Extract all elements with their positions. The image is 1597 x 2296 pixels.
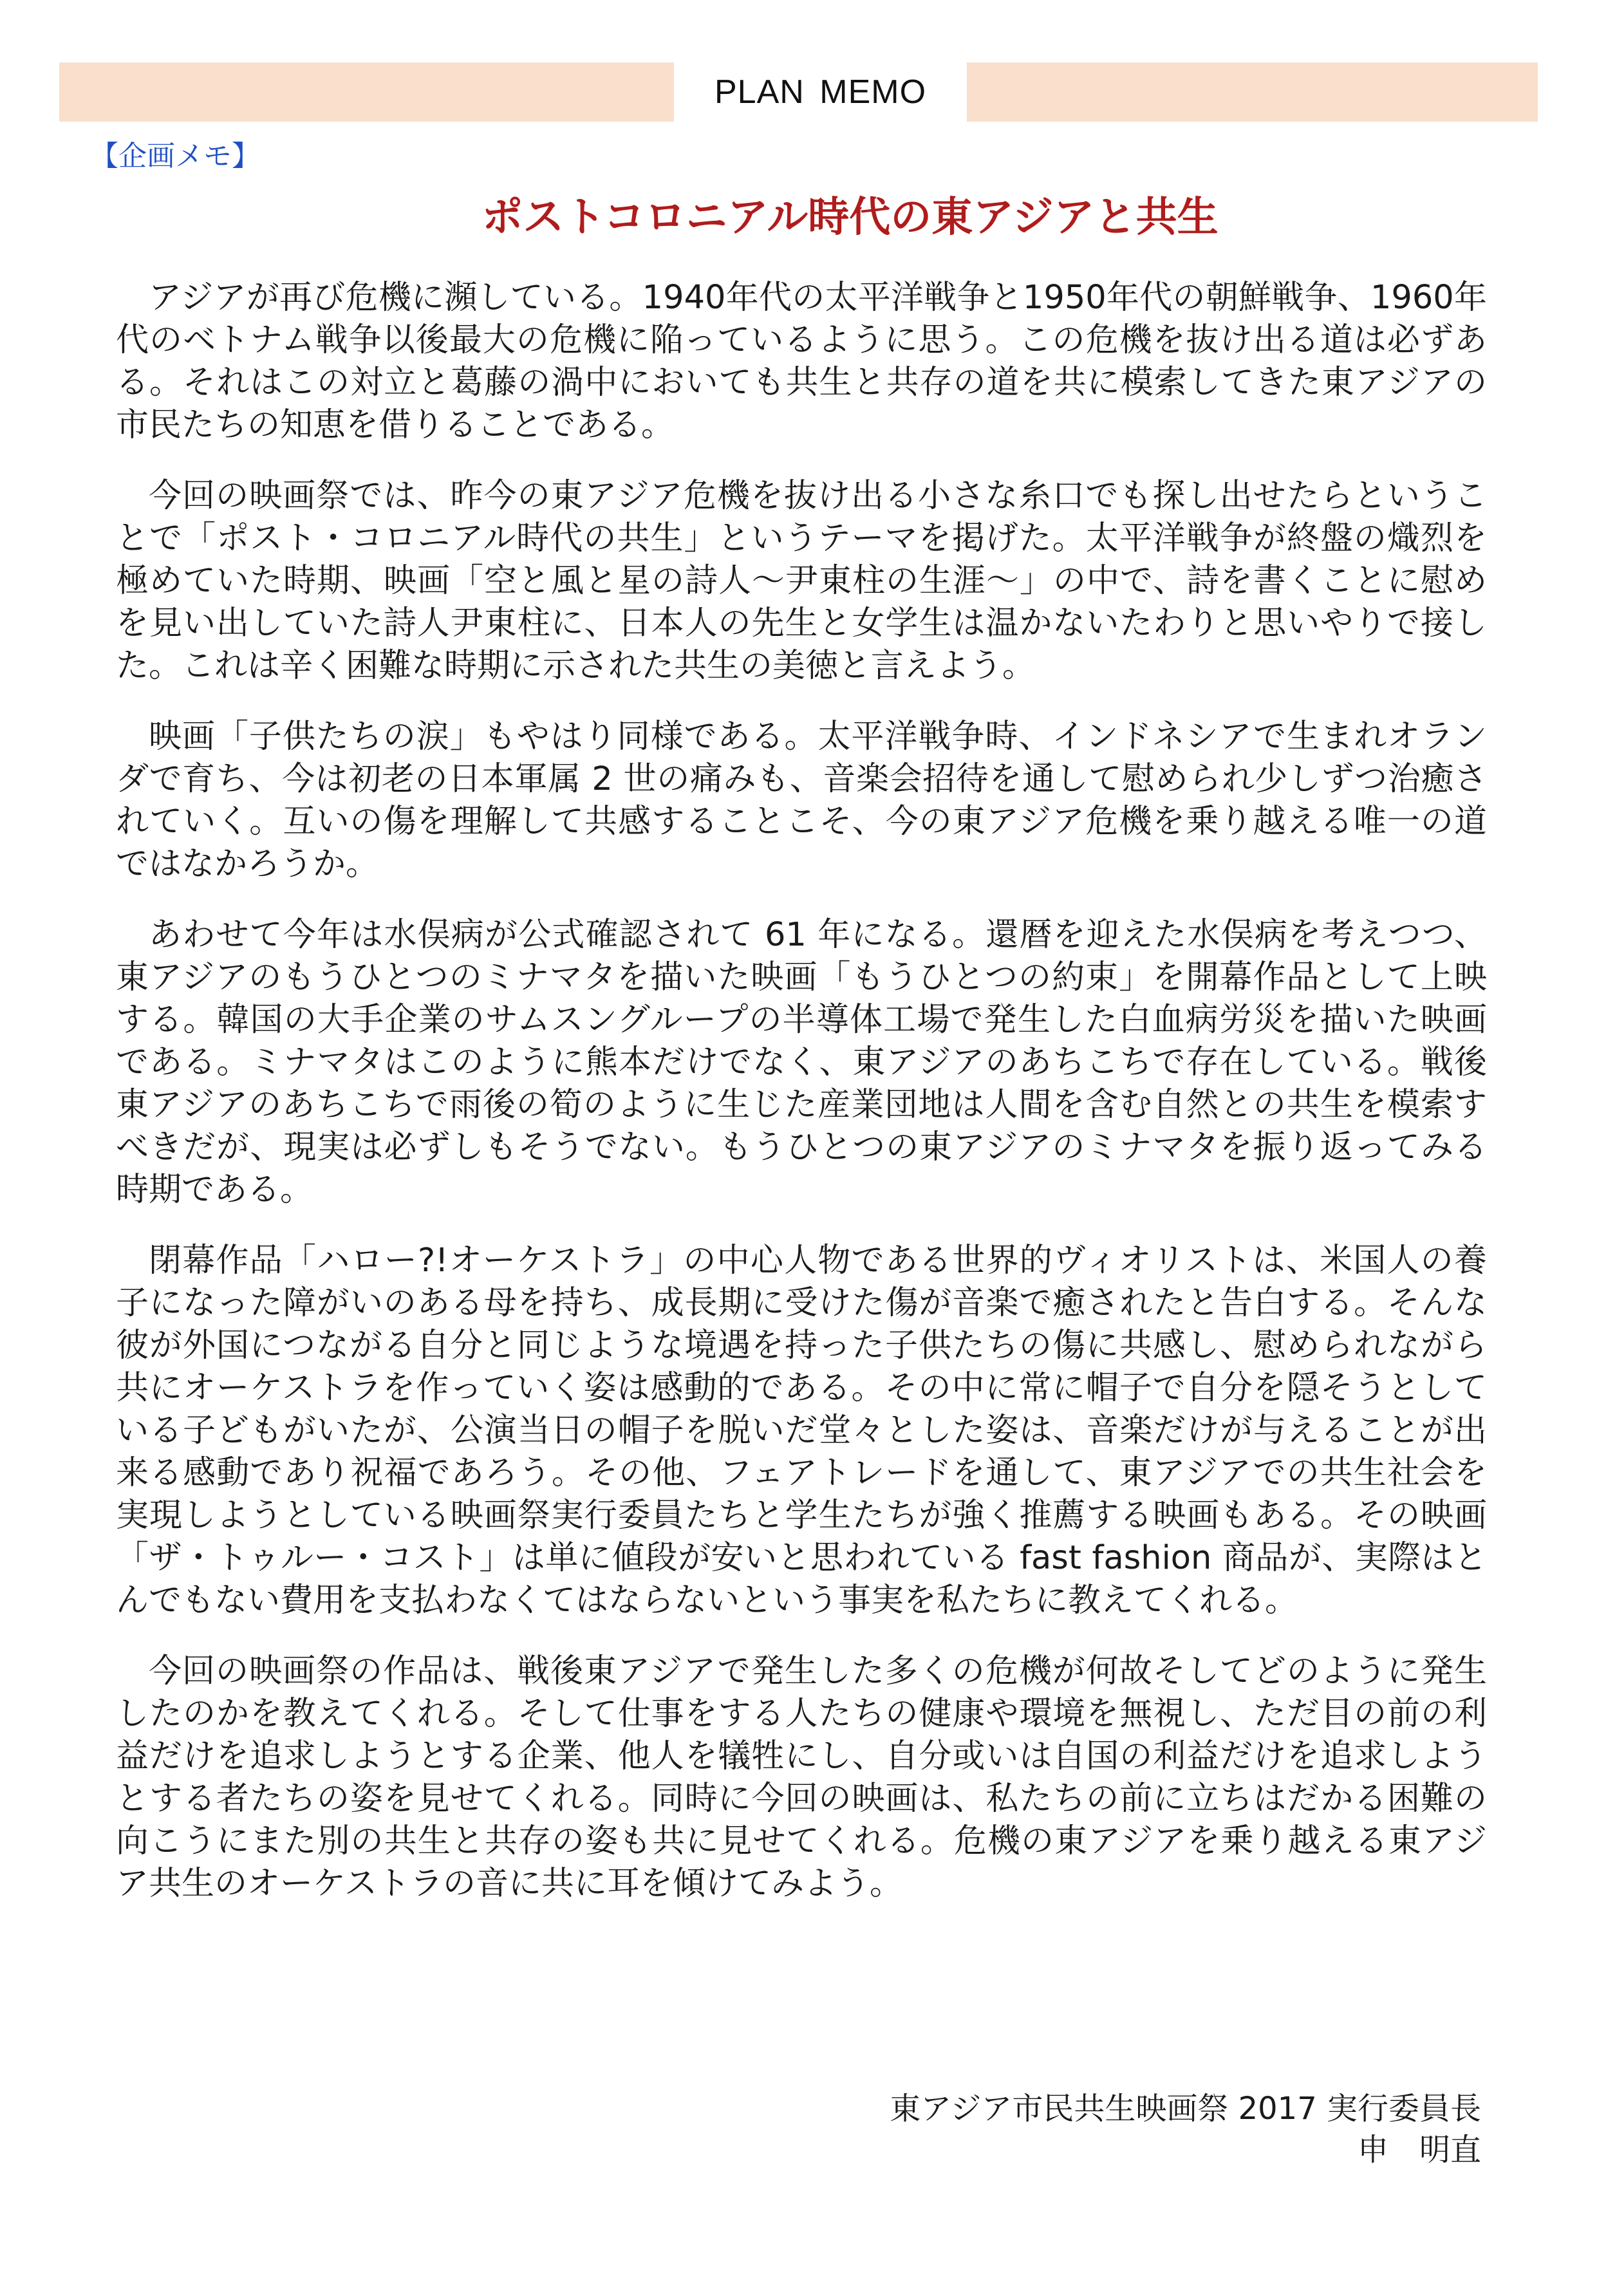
section-label: 【企画メモ】 bbox=[90, 140, 260, 173]
header-label: PLAN MEMO bbox=[714, 73, 927, 111]
signature-name: 申 明直 bbox=[1357, 2132, 1481, 2168]
paragraph-3: 映画「子供たちの涙」もやはり同様である。太平洋戦争時、インドネシアで生まれオランダで育ち、今は初老の日本軍属 2 世の痛みも、音楽会招待を通して慰められ少しずつ治癒されていく。互いの傷を理解して共感することこそ、今の東アジア危機を乗り越える唯一の道ではなかろうか。 bbox=[116, 718, 1487, 883]
signature-organization: 東アジア市民共生映画祭 2017 実行委員長 bbox=[890, 2091, 1481, 2127]
signature bbox=[890, 2088, 1481, 2170]
paragraph-2: 今回の映画祭では、昨今の東アジア危機を抜け出る小さな糸口でも探し出せたらということで「ポスト・コロニアル時代の共生」というテーマを掲げた。太平洋戦争が終盤の熾烈を極めていた時期、映画「空と風と星の詩人～尹東柱の生涯～」の中で、詩を書くことに慰めを見い出していた詩人尹東柱に、日本人の先生と女学生は温かないたわりと思いやりで接した。これは辛く困難な時期に示された共生の美徳と言えよう。 bbox=[116, 477, 1487, 685]
document-title: ポストコロニアル時代の東アジアと共生 bbox=[481, 194, 1219, 241]
paragraph-5: 閉幕作品「ハロー?!オーケストラ」の中心人物である世界的ヴィオリストは、米国人の養子になった障がいのある母を持ち、成長期に受けた傷が音楽で癒されたと告白する。そんな彼が外国につながる自分と同じような境遇を持った子供たちの傷に共感し、慰められながら共にオーケストラを作っていく姿は感動的である。その中に常に帽子で自分を隠そうとしている子どもがいたが、公演当日の帽子を脱いだ堂々とした姿は、音楽だけが与えることが出来る感動であり祝福であろう。その他、フェアトレードを通して、東アジアでの共生社会を実現しようとしている映画祭実行委員たちと学生たちが強く推薦する映画もある。その映画「ザ・トゥルー・コスト」は単に値段が安いと思われている fast fashion 商品が、実際はとんでもない費用を支払わなくてはならないという事実を私たちに教えてくれる。 bbox=[116, 1242, 1487, 1619]
paragraph-4: あわせて今年は水俣病が公式確認されて 61 年になる。還暦を迎えた水俣病を考えつつ、東アジアのもうひとつのミナマタを描いた映画「もうひとつの約束」を開幕作品として上映する。韓国の大手企業のサムスングループの半導体工場で発生した白血病労災を描いた映画である。ミナマタはこのように熊本だけでなく、東アジアのあちこちで存在している。戦後東アジアのあちこちで雨後の筍のように生じた産業団地は人間を含む自然との共生を模索すべきだが、現実は必ずしもそうでない。もうひとつの東アジアのミナマタを振り返ってみる時期である。 bbox=[116, 916, 1487, 1209]
paragraph-6: 今回の映画祭の作品は、戦後東アジアで発生した多くの危機が何故そしてどのように発生したのかを教えてくれる。そして仕事をする人たちの健康や環境を無視し、ただ目の前の利益だけを追求しようとする企業、他人を犠牲にし、自分或いは自国の利益だけを追求しようとする者たちの姿を見せてくれる。同時に今回の映画は、私たちの前に立ちはだかる困難の向こうにまた別の共生と共存の姿も共に見せてくれる。危機の東アジアを乗り越える東アジア共生のオーケストラの音に共に耳を傾けてみよう。 bbox=[116, 1652, 1487, 1903]
body-text bbox=[116, 277, 1487, 1934]
header-band-right bbox=[967, 62, 1538, 122]
header-band-left bbox=[59, 62, 674, 122]
paragraph-1: アジアが再び危機に瀕している。1940年代の太平洋戦争と1950年代の朝鮮戦争、1960年代のベトナム戦争以後最大の危機に陥っているように思う。この危機を抜け出る道は必ずある。それはこの対立と葛藤の渦中においても共生と共存の道を共に模索してきた東アジアの市民たちの知恵を借りることである。 bbox=[116, 279, 1487, 444]
